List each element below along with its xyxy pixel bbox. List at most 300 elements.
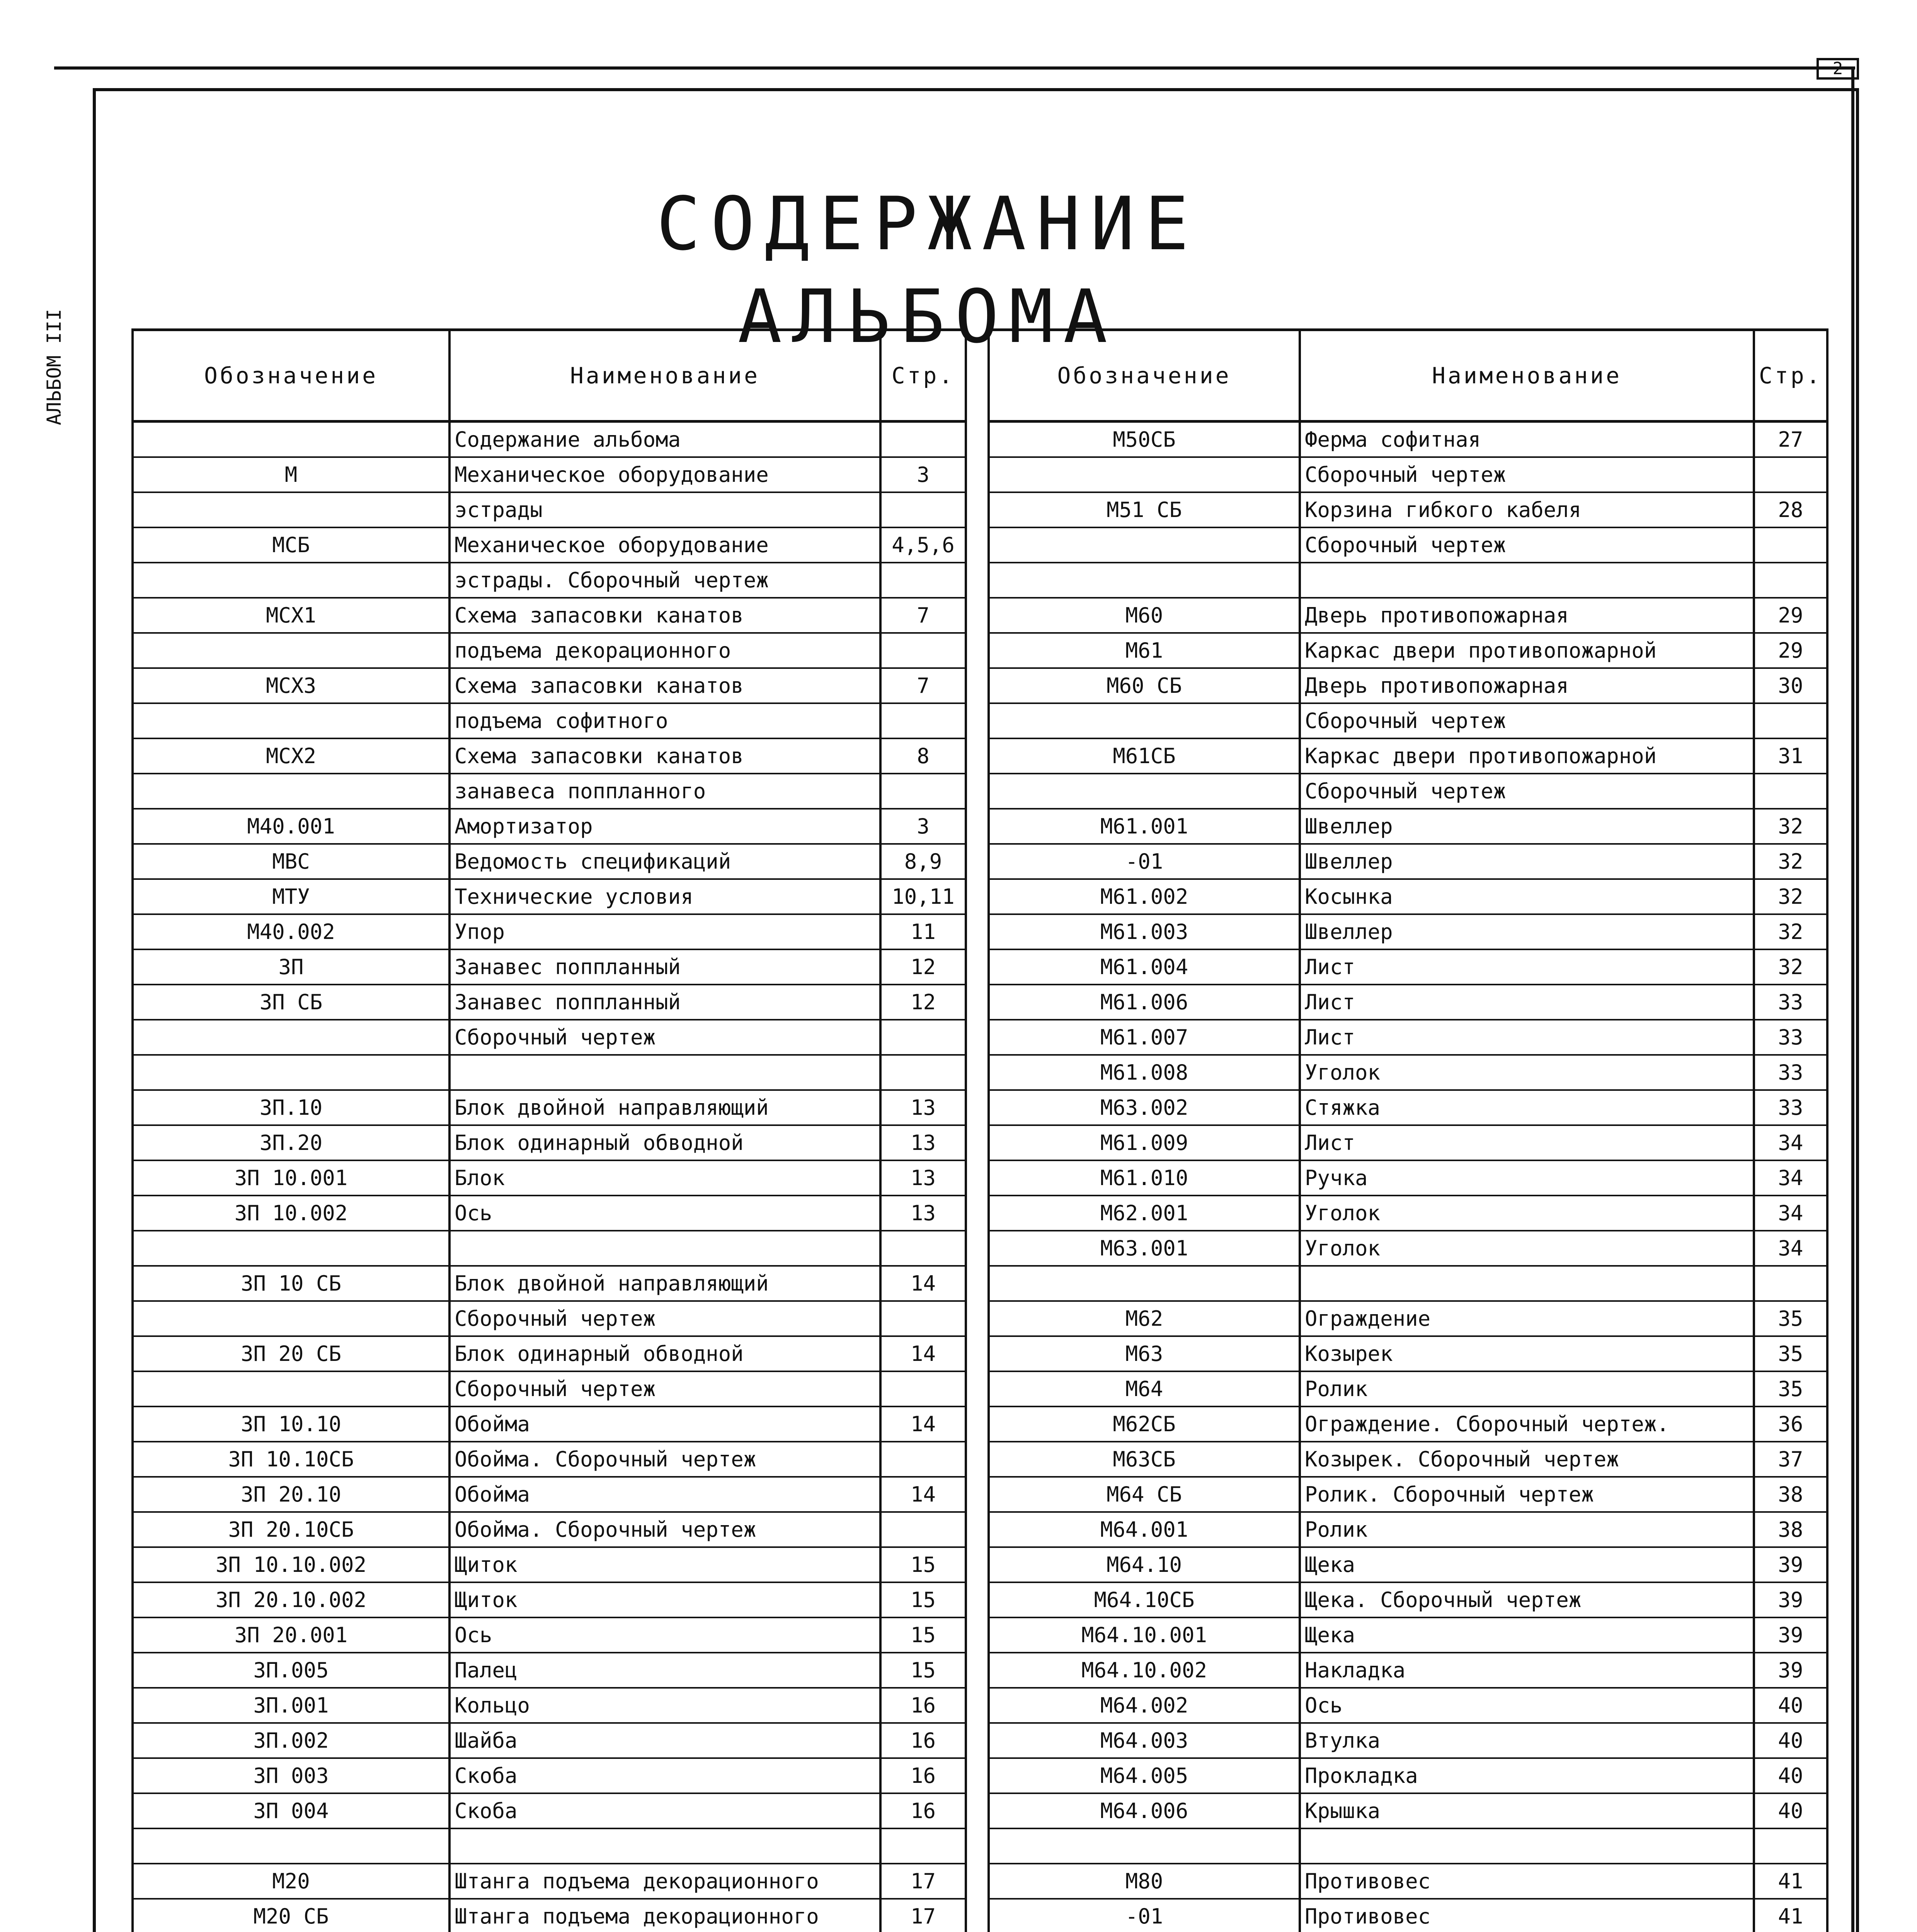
row-page: 30 xyxy=(1754,668,1827,703)
table-row xyxy=(133,633,966,668)
row-page xyxy=(1754,703,1827,738)
table-row xyxy=(989,1231,1827,1266)
row-designation: ЗП 10 СБ xyxy=(133,1266,449,1301)
row-page: 12 xyxy=(880,985,966,1020)
right-frame-line xyxy=(1851,66,1854,1932)
row-page: 34 xyxy=(1754,1125,1827,1160)
row-page xyxy=(880,1055,966,1090)
table-row xyxy=(133,1864,966,1899)
row-page xyxy=(880,492,966,527)
row-designation: М61.007 xyxy=(989,1020,1300,1055)
row-page: 8 xyxy=(880,738,966,774)
row-designation: ЗП 20.001 xyxy=(133,1617,449,1653)
row-name: Сборочный чертеж xyxy=(449,1371,880,1406)
row-designation: ЗП 10.002 xyxy=(133,1196,449,1231)
row-designation: ЗП СБ xyxy=(133,985,449,1020)
row-name: Щека xyxy=(1300,1547,1754,1582)
table-row xyxy=(133,1828,966,1864)
row-designation: М50СБ xyxy=(989,422,1300,457)
row-designation xyxy=(133,633,449,668)
row-name: Штанга подъема декорационного xyxy=(449,1899,880,1932)
row-designation xyxy=(989,1828,1300,1864)
row-designation: ЗП.002 xyxy=(133,1723,449,1758)
table-row xyxy=(989,1582,1827,1617)
row-designation: М61 xyxy=(989,633,1300,668)
table-row xyxy=(989,598,1827,633)
row-designation xyxy=(133,1231,449,1266)
row-name: Схема запасовки канатов xyxy=(449,738,880,774)
table-row xyxy=(133,1055,966,1090)
table-row xyxy=(989,1899,1827,1932)
table-row xyxy=(989,1477,1827,1512)
row-name: Шайба xyxy=(449,1723,880,1758)
row-name: Блок двойной направляющий xyxy=(449,1090,880,1125)
row-designation: М61.009 xyxy=(989,1125,1300,1160)
row-page: 41 xyxy=(1754,1864,1827,1899)
row-name: Дверь противопожарная xyxy=(1300,668,1754,703)
table-row xyxy=(989,1793,1827,1828)
row-page xyxy=(880,703,966,738)
table-row xyxy=(133,1512,966,1547)
row-page xyxy=(880,1020,966,1055)
row-designation: М64.001 xyxy=(989,1512,1300,1547)
table-row xyxy=(133,1406,966,1442)
row-name: Штанга подъема декорационного xyxy=(449,1864,880,1899)
table-row xyxy=(989,668,1827,703)
row-name: Швеллер xyxy=(1300,914,1754,949)
table-row xyxy=(989,1688,1827,1723)
row-page: 40 xyxy=(1754,1793,1827,1828)
row-page: 15 xyxy=(880,1653,966,1688)
side-label-top-text: АЛЬБОМ III xyxy=(43,309,65,425)
row-page: 14 xyxy=(880,1477,966,1512)
table-row xyxy=(133,1477,966,1512)
row-name: Схема запасовки канатов xyxy=(449,668,880,703)
row-designation xyxy=(989,527,1300,563)
row-name: Обойма xyxy=(449,1406,880,1442)
table-row xyxy=(989,985,1827,1020)
table-row xyxy=(989,1406,1827,1442)
row-designation: М64.10.002 xyxy=(989,1653,1300,1688)
contents-table-left xyxy=(131,328,967,1932)
row-page: 37 xyxy=(1754,1442,1827,1477)
row-name: Дверь противопожарная xyxy=(1300,598,1754,633)
row-designation xyxy=(133,1055,449,1090)
row-name: Блок одинарный обводной xyxy=(449,1125,880,1160)
table-row xyxy=(133,457,966,492)
row-page: 34 xyxy=(1754,1231,1827,1266)
row-designation: М64.006 xyxy=(989,1793,1300,1828)
row-name: Механическое оборудование xyxy=(449,457,880,492)
table-row xyxy=(989,1442,1827,1477)
table-row xyxy=(133,1266,966,1301)
row-page: 12 xyxy=(880,949,966,985)
row-name: Палец xyxy=(449,1653,880,1688)
table-row xyxy=(133,1442,966,1477)
row-name: Кольцо xyxy=(449,1688,880,1723)
table-row xyxy=(133,879,966,914)
row-name: Обойма. Сборочный чертеж xyxy=(449,1512,880,1547)
row-name: Стяжка xyxy=(1300,1090,1754,1125)
row-designation: -01 xyxy=(989,1899,1300,1932)
row-name: Уголок xyxy=(1300,1231,1754,1266)
table-row xyxy=(133,1160,966,1196)
row-page: 17 xyxy=(880,1864,966,1899)
row-name: Блок одинарный обводной xyxy=(449,1336,880,1371)
row-designation: М61.008 xyxy=(989,1055,1300,1090)
header-page: Стр. xyxy=(880,330,966,422)
row-page: 36 xyxy=(1754,1406,1827,1442)
table-row xyxy=(989,914,1827,949)
row-designation: МСБ xyxy=(133,527,449,563)
table-row xyxy=(133,1899,966,1932)
row-designation: М61СБ xyxy=(989,738,1300,774)
row-name: Каркас двери противопожарной xyxy=(1300,738,1754,774)
row-name: Ограждение xyxy=(1300,1301,1754,1336)
row-page: 27 xyxy=(1754,422,1827,457)
row-name: Ведомость спецификаций xyxy=(449,844,880,879)
table-row xyxy=(989,774,1827,809)
row-page xyxy=(1754,774,1827,809)
row-name: Крышка xyxy=(1300,1793,1754,1828)
table-row xyxy=(133,1125,966,1160)
header-name: Наименование xyxy=(449,330,880,422)
table-row xyxy=(133,668,966,703)
row-page: 29 xyxy=(1754,633,1827,668)
row-page: 14 xyxy=(880,1336,966,1371)
row-page: 40 xyxy=(1754,1723,1827,1758)
table-row xyxy=(989,527,1827,563)
row-designation: М64 xyxy=(989,1371,1300,1406)
row-name: Швеллер xyxy=(1300,809,1754,844)
table-row xyxy=(133,1688,966,1723)
row-name: Блок xyxy=(449,1160,880,1196)
row-name: Ручка xyxy=(1300,1160,1754,1196)
row-designation: М63.001 xyxy=(989,1231,1300,1266)
row-designation: М60 СБ xyxy=(989,668,1300,703)
row-designation: МСХ1 xyxy=(133,598,449,633)
row-page xyxy=(880,633,966,668)
row-name: подъема софитного xyxy=(449,703,880,738)
row-designation xyxy=(989,457,1300,492)
row-name: Прокладка xyxy=(1300,1758,1754,1793)
table-row xyxy=(989,1160,1827,1196)
sheet-number-box: 2 xyxy=(1817,58,1859,80)
row-name: эстрады. Сборочный чертеж xyxy=(449,563,880,598)
row-name: Каркас двери противопожарной xyxy=(1300,633,1754,668)
row-name xyxy=(449,1231,880,1266)
row-name: Корзина гибкого кабеля xyxy=(1300,492,1754,527)
table-row xyxy=(133,563,966,598)
row-designation: ЗП.005 xyxy=(133,1653,449,1688)
table-row xyxy=(133,738,966,774)
table-row xyxy=(989,1336,1827,1371)
row-page: 3 xyxy=(880,809,966,844)
table-row xyxy=(989,949,1827,985)
row-designation: ЗП 20.10.002 xyxy=(133,1582,449,1617)
row-name: Ось xyxy=(449,1196,880,1231)
row-name xyxy=(1300,1828,1754,1864)
row-page: 16 xyxy=(880,1723,966,1758)
row-designation: М62.001 xyxy=(989,1196,1300,1231)
row-page: 32 xyxy=(1754,949,1827,985)
table-row xyxy=(989,1055,1827,1090)
table-row xyxy=(133,985,966,1020)
row-designation xyxy=(133,774,449,809)
row-page xyxy=(880,563,966,598)
row-page: 7 xyxy=(880,598,966,633)
row-designation: ЗП.001 xyxy=(133,1688,449,1723)
row-designation: ЗП.20 xyxy=(133,1125,449,1160)
row-name: эстрады xyxy=(449,492,880,527)
row-designation xyxy=(989,563,1300,598)
row-designation: М62 xyxy=(989,1301,1300,1336)
row-name: Ось xyxy=(449,1617,880,1653)
row-designation: М61.006 xyxy=(989,985,1300,1020)
row-page: 35 xyxy=(1754,1336,1827,1371)
header-name: Наименование xyxy=(1300,330,1754,422)
row-designation: М61.003 xyxy=(989,914,1300,949)
table-row xyxy=(133,1090,966,1125)
table-row xyxy=(133,1020,966,1055)
row-page: 34 xyxy=(1754,1160,1827,1196)
row-designation xyxy=(133,703,449,738)
table-row xyxy=(133,1371,966,1406)
header-designation: Обозначение xyxy=(133,330,449,422)
row-name: Упор xyxy=(449,914,880,949)
table-row xyxy=(133,1196,966,1231)
row-name: Сборочный чертеж xyxy=(449,1020,880,1055)
table-row xyxy=(133,1547,966,1582)
table-row xyxy=(133,1582,966,1617)
row-page xyxy=(880,1828,966,1864)
table-row xyxy=(133,1758,966,1793)
row-page: 34 xyxy=(1754,1196,1827,1231)
row-page: 11 xyxy=(880,914,966,949)
row-name: Щиток xyxy=(449,1582,880,1617)
row-page xyxy=(880,1371,966,1406)
table-row xyxy=(133,703,966,738)
row-designation: М80 xyxy=(989,1864,1300,1899)
row-designation: М63 xyxy=(989,1336,1300,1371)
row-name: Козырек. Сборочный чертеж xyxy=(1300,1442,1754,1477)
row-page: 39 xyxy=(1754,1547,1827,1582)
row-designation: МСХ3 xyxy=(133,668,449,703)
row-name: Ферма софитная xyxy=(1300,422,1754,457)
row-designation: МСХ2 xyxy=(133,738,449,774)
row-designation xyxy=(989,1266,1300,1301)
row-designation: ЗП.10 xyxy=(133,1090,449,1125)
header-page: Стр. xyxy=(1754,330,1827,422)
row-page: 32 xyxy=(1754,914,1827,949)
table-row xyxy=(989,1125,1827,1160)
row-designation: ЗП 10.10.002 xyxy=(133,1547,449,1582)
table-row xyxy=(133,1231,966,1266)
row-designation: ЗП xyxy=(133,949,449,985)
row-name: Амортизатор xyxy=(449,809,880,844)
row-page: 32 xyxy=(1754,809,1827,844)
row-name: Лист xyxy=(1300,1125,1754,1160)
row-designation xyxy=(133,1301,449,1336)
row-name: Занавес поппланный xyxy=(449,949,880,985)
row-name: Блок двойной направляющий xyxy=(449,1266,880,1301)
row-page: 7 xyxy=(880,668,966,703)
row-designation: М61.002 xyxy=(989,879,1300,914)
row-name: Щиток xyxy=(449,1547,880,1582)
row-name: Накладка xyxy=(1300,1653,1754,1688)
table-row xyxy=(133,914,966,949)
row-designation: М63.002 xyxy=(989,1090,1300,1125)
table-row xyxy=(133,1301,966,1336)
row-name xyxy=(1300,563,1754,598)
row-designation: М20 xyxy=(133,1864,449,1899)
row-page: 39 xyxy=(1754,1653,1827,1688)
row-page: 17 xyxy=(880,1899,966,1932)
row-name: Уголок xyxy=(1300,1055,1754,1090)
row-name: Занавес поппланный xyxy=(449,985,880,1020)
row-name: Обойма. Сборочный чертеж xyxy=(449,1442,880,1477)
table-row xyxy=(989,1512,1827,1547)
table-row xyxy=(133,598,966,633)
row-designation: М51 СБ xyxy=(989,492,1300,527)
table-row xyxy=(133,422,966,457)
row-page: 33 xyxy=(1754,1020,1827,1055)
table-row xyxy=(989,703,1827,738)
row-page: 40 xyxy=(1754,1688,1827,1723)
row-page: 13 xyxy=(880,1125,966,1160)
row-name: Сборочный чертеж xyxy=(1300,703,1754,738)
row-designation: М xyxy=(133,457,449,492)
row-designation: М40.002 xyxy=(133,914,449,949)
row-page: 13 xyxy=(880,1160,966,1196)
row-page: 10,11 xyxy=(880,879,966,914)
row-page xyxy=(880,1442,966,1477)
row-designation: М64.10 xyxy=(989,1547,1300,1582)
table-row xyxy=(989,1090,1827,1125)
table-row xyxy=(989,738,1827,774)
row-name: Противовес xyxy=(1300,1899,1754,1932)
row-designation: М62СБ xyxy=(989,1406,1300,1442)
table-row xyxy=(989,1266,1827,1301)
row-designation: МВС xyxy=(133,844,449,879)
table-row xyxy=(133,1723,966,1758)
row-name: Лист xyxy=(1300,985,1754,1020)
row-page: 14 xyxy=(880,1266,966,1301)
row-name: Лист xyxy=(1300,1020,1754,1055)
row-page: 16 xyxy=(880,1688,966,1723)
row-page xyxy=(1754,1266,1827,1301)
row-page: 35 xyxy=(1754,1301,1827,1336)
row-name xyxy=(449,1055,880,1090)
row-name: Противовес xyxy=(1300,1864,1754,1899)
row-designation: ЗП 10.001 xyxy=(133,1160,449,1196)
row-page xyxy=(1754,563,1827,598)
contents-table-right-body xyxy=(989,422,1827,1932)
row-designation xyxy=(133,563,449,598)
table-row xyxy=(989,1653,1827,1688)
row-page: 16 xyxy=(880,1793,966,1828)
row-name: Ограждение. Сборочный чертеж. xyxy=(1300,1406,1754,1442)
table-row xyxy=(989,1828,1827,1864)
row-page xyxy=(1754,1828,1827,1864)
row-page: 14 xyxy=(880,1406,966,1442)
row-page xyxy=(1754,457,1827,492)
row-name: Уголок xyxy=(1300,1196,1754,1231)
row-designation: М40.001 xyxy=(133,809,449,844)
row-designation: ЗП 004 xyxy=(133,1793,449,1828)
row-name: Козырек xyxy=(1300,1336,1754,1371)
row-page: 41 xyxy=(1754,1899,1827,1932)
row-name: Швеллер xyxy=(1300,844,1754,879)
row-name: Сборочный чертеж xyxy=(1300,774,1754,809)
row-name: Механическое оборудование xyxy=(449,527,880,563)
row-page: 15 xyxy=(880,1547,966,1582)
row-designation: М60 xyxy=(989,598,1300,633)
row-name: Лист xyxy=(1300,949,1754,985)
row-name: подъема декорационного xyxy=(449,633,880,668)
row-designation xyxy=(989,774,1300,809)
table-row xyxy=(133,949,966,985)
table-row xyxy=(989,1758,1827,1793)
row-designation: М63СБ xyxy=(989,1442,1300,1477)
table-row xyxy=(989,1617,1827,1653)
table-row xyxy=(989,492,1827,527)
table-row xyxy=(133,809,966,844)
table-row xyxy=(989,1371,1827,1406)
table-row xyxy=(989,633,1827,668)
table-row xyxy=(989,1864,1827,1899)
table-row xyxy=(133,527,966,563)
row-designation: М64.005 xyxy=(989,1758,1300,1793)
row-name xyxy=(449,1828,880,1864)
table-row xyxy=(989,1723,1827,1758)
row-page: 3 xyxy=(880,457,966,492)
header-designation: Обозначение xyxy=(989,330,1300,422)
row-name: Косынка xyxy=(1300,879,1754,914)
page-title: СОДЕРЖАНИЕ АЛЬБОМА xyxy=(656,181,1199,359)
top-border-line xyxy=(54,66,1855,70)
table-header-row xyxy=(989,330,1827,422)
row-designation: ЗП 10.10 xyxy=(133,1406,449,1442)
row-page: 4,5,6 xyxy=(880,527,966,563)
table-row xyxy=(989,1196,1827,1231)
table-row xyxy=(989,457,1827,492)
row-name: Сборочный чертеж xyxy=(1300,527,1754,563)
row-page: 16 xyxy=(880,1758,966,1793)
table-row xyxy=(989,809,1827,844)
row-name: Обойма xyxy=(449,1477,880,1512)
table-row xyxy=(133,1336,966,1371)
row-name: занавеса поппланного xyxy=(449,774,880,809)
row-page xyxy=(880,422,966,457)
row-designation xyxy=(133,492,449,527)
row-designation: М64.10.001 xyxy=(989,1617,1300,1653)
row-designation xyxy=(133,1828,449,1864)
row-designation: МТУ xyxy=(133,879,449,914)
row-page: 39 xyxy=(1754,1582,1827,1617)
row-name: Сборочный чертеж xyxy=(1300,457,1754,492)
row-page: 28 xyxy=(1754,492,1827,527)
row-designation: М64.002 xyxy=(989,1688,1300,1723)
row-name: Содержание альбома xyxy=(449,422,880,457)
row-name: Втулка xyxy=(1300,1723,1754,1758)
row-page: 32 xyxy=(1754,844,1827,879)
row-page: 31 xyxy=(1754,738,1827,774)
row-page: 33 xyxy=(1754,985,1827,1020)
side-label-top xyxy=(37,270,72,464)
row-designation xyxy=(989,703,1300,738)
row-page: 13 xyxy=(880,1090,966,1125)
